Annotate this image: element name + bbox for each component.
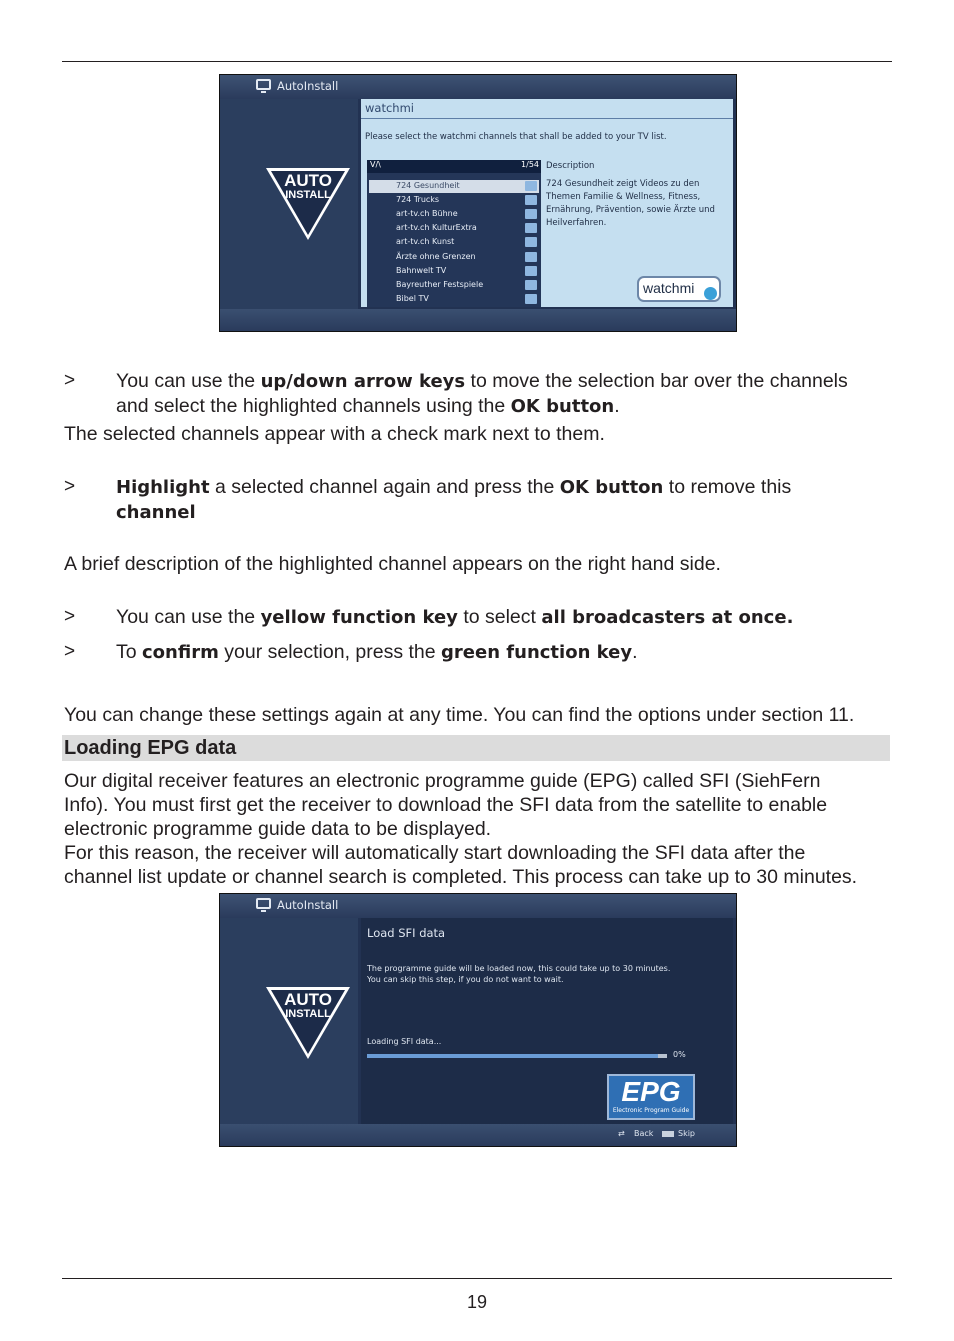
body-line: channel list update or channel search is completed. This process can take up to 30 minutes. xyxy=(64,866,858,888)
channel-name: 724 Gesundheit xyxy=(396,181,460,190)
channel-name: Ärzte ohne Grenzen xyxy=(396,251,476,261)
section-heading: Loading EPG data xyxy=(64,737,237,759)
checkbox-icon[interactable] xyxy=(525,252,537,262)
step-marker: > xyxy=(64,370,76,391)
skip-label[interactable]: Skip xyxy=(678,1129,696,1138)
checkbox-icon[interactable] xyxy=(525,223,537,233)
load-sfi-panel xyxy=(361,918,733,1124)
body-line: electronic programme guide data to be displayed. xyxy=(64,818,492,840)
channel-name: art-tv.ch Bühne xyxy=(396,209,458,219)
body-line: For this reason, the receiver will automatically start downloading the SFI data after the xyxy=(64,842,806,864)
channel-row[interactable] xyxy=(369,222,539,235)
epg-key-icon[interactable] xyxy=(662,1131,674,1137)
note-2: A brief description of the highlighted channel appears on the right hand side. xyxy=(64,553,721,575)
channel-name: Bahnwelt TV xyxy=(396,265,447,275)
step-1: You can use the up/down arrow keys to move the selection bar over the channels and select the highlighted channels using the OK button. xyxy=(116,370,848,417)
window-title: AutoInstall xyxy=(277,898,339,912)
step-3: You can use the yellow function key to select all broadcasters at once. xyxy=(116,606,794,628)
note-3: You can change these settings again at any time. You can find the options under section 11. xyxy=(64,704,855,726)
checkbox-icon[interactable] xyxy=(525,294,537,304)
loading-label: Loading SFI data... xyxy=(367,1037,442,1046)
bottom-rule xyxy=(62,1278,892,1279)
channel-row[interactable] xyxy=(369,265,539,278)
logo-text-install: INSTALL xyxy=(285,189,331,201)
body-line: Info). You must first get the receiver to download the SFI data from the satellite to enable xyxy=(64,794,828,816)
watchmi-logo: watchmi xyxy=(637,276,721,302)
epg-logo: EPG Electronic Program Guide xyxy=(607,1074,695,1120)
step-marker: > xyxy=(64,606,76,627)
tv-icon xyxy=(256,898,271,909)
channel-name: Bibel TV xyxy=(396,293,429,303)
note-1: The selected channels appear with a check mark next to them. xyxy=(64,423,605,445)
channel-name: art-tv.ch Kunst xyxy=(396,237,455,247)
logo-text-install: INSTALL xyxy=(285,1008,331,1020)
screenshot-load-sfi xyxy=(219,893,737,1147)
description-text: 724 Gesundheit zeigt Videos zu den Themen Familie & Wellness, Fitness, Ernährung, Prävention, sowie Ärzte und Heilverfahren. xyxy=(546,179,715,228)
back-label[interactable]: Back xyxy=(634,1129,654,1138)
channel-list[interactable] xyxy=(367,160,541,307)
panel-heading: watchmi xyxy=(365,101,414,115)
step-4: To confirm your selection, press the green function key. xyxy=(116,641,638,663)
footer-bar xyxy=(220,309,736,331)
description-heading: Description xyxy=(546,161,595,171)
channel-row[interactable] xyxy=(369,251,539,264)
top-rule xyxy=(62,61,892,62)
logo-text-auto: AUTO xyxy=(284,171,332,190)
channel-row[interactable] xyxy=(369,236,539,249)
panel-message: The programme guide will be loaded now, this could take up to 30 minutes. You can skip this step, if you do not want to wait. xyxy=(367,964,671,984)
watchmi-panel xyxy=(361,99,733,307)
logo-text-auto: AUTO xyxy=(284,990,332,1009)
channel-row[interactable] xyxy=(369,208,539,221)
channel-name: 724 Trucks xyxy=(396,195,440,205)
channel-row[interactable] xyxy=(369,279,539,292)
checkbox-icon[interactable] xyxy=(525,266,537,276)
body-line: Our digital receiver features an electronic programme guide (EPG) called SFI (SiehFern xyxy=(64,770,821,792)
screenshot-watchmi xyxy=(219,74,737,332)
progress-bar xyxy=(367,1054,667,1058)
progress-percent: 0% xyxy=(673,1050,686,1059)
checkbox-icon[interactable] xyxy=(525,209,537,219)
page-number: 19 xyxy=(466,1292,488,1312)
step-marker: > xyxy=(64,641,76,662)
panel-prompt: Please select the watchmi channels that shall be added to your TV list. xyxy=(365,132,667,142)
panel-heading: Load SFI data xyxy=(367,926,446,940)
checkbox-icon[interactable] xyxy=(525,280,537,290)
window-title: AutoInstall xyxy=(277,79,339,93)
section-heading-bar xyxy=(62,735,890,761)
back-icon[interactable]: ⇄ xyxy=(618,1129,625,1138)
list-header: V/\ 1/54 xyxy=(367,160,541,173)
checkbox-icon[interactable] xyxy=(525,195,537,205)
channel-row[interactable] xyxy=(369,293,539,306)
footer-bar xyxy=(220,1124,736,1146)
checkbox-icon[interactable] xyxy=(525,237,537,247)
channel-name: Bayreuther Festspiele xyxy=(396,279,484,289)
channel-name: art-tv.ch KulturExtra xyxy=(396,223,477,233)
checkbox-icon[interactable] xyxy=(525,181,537,191)
tv-icon xyxy=(256,79,271,90)
channel-row[interactable] xyxy=(369,180,539,193)
channel-row[interactable] xyxy=(369,194,539,207)
step-2: Highlight a selected channel again and press the OK button to remove this channel xyxy=(116,476,792,523)
step-marker: > xyxy=(64,476,76,497)
